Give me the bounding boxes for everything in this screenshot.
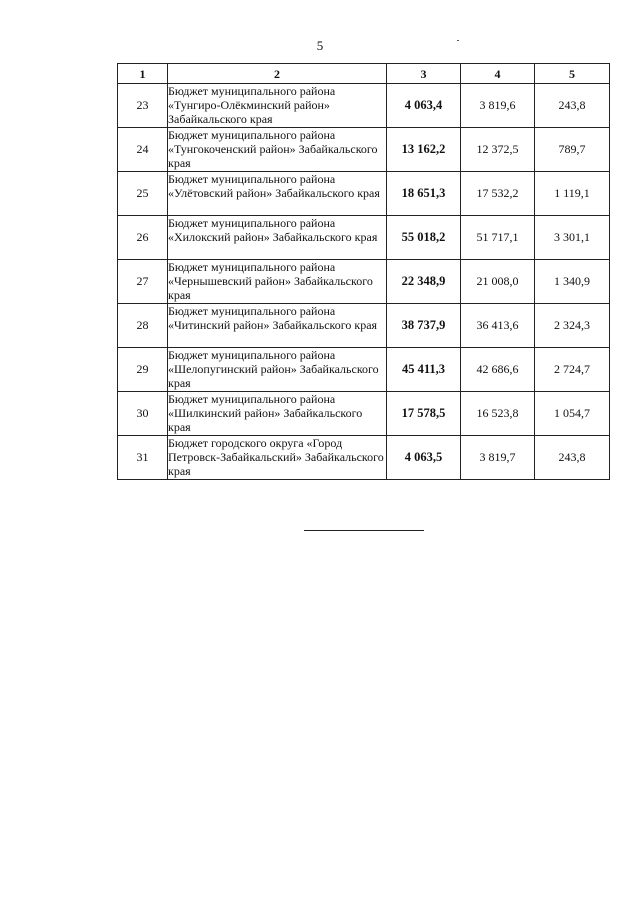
row-number: 26 [118,216,168,260]
budget-name: Бюджет муниципального района «Улётовский район» Забайкальского края [168,172,387,216]
amount-col-4: 3 819,6 [461,84,535,128]
amount-col-4: 36 413,6 [461,304,535,348]
amount-col-5: 243,8 [535,436,610,480]
amount-col-5: 1 054,7 [535,392,610,436]
table-row [118,348,610,392]
table-row [118,216,610,260]
amount-col-5: 2 724,7 [535,348,610,392]
table-row [118,84,610,128]
row-number: 30 [118,392,168,436]
page-number: 5 [316,38,324,53]
header-col-5: 5 [535,64,610,84]
row-number: 28 [118,304,168,348]
amount-col-5: 789,7 [535,128,610,172]
amount-col-4: 3 819,7 [461,436,535,480]
end-of-document-rule [304,530,424,531]
table-row [118,260,610,304]
scan-speck [457,40,459,41]
table-row [118,172,610,216]
amount-col-5: 1 119,1 [535,172,610,216]
total-amount: 13 162,2 [387,128,461,172]
row-number: 31 [118,436,168,480]
row-number: 24 [118,128,168,172]
budget-name: Бюджет муниципального района «Шилкинский район» Забайкальского края [168,392,387,436]
header-col-1: 1 [118,64,168,84]
budget-name: Бюджет муниципального района «Тунгиро-Олёкминский район» Забайкальского края [168,84,387,128]
amount-col-5: 1 340,9 [535,260,610,304]
total-amount: 38 737,9 [387,304,461,348]
total-amount: 17 578,5 [387,392,461,436]
amount-col-4: 17 532,2 [461,172,535,216]
table-row [118,392,610,436]
row-number: 25 [118,172,168,216]
table-row [118,304,610,348]
total-amount: 22 348,9 [387,260,461,304]
budget-name: Бюджет муниципального района «Чернышевский район» Забайкальского края [168,260,387,304]
amount-col-5: 243,8 [535,84,610,128]
header-col-3: 3 [387,64,461,84]
budget-name: Бюджет муниципального района «Читинский район» Забайкальского края [168,304,387,348]
budget-name: Бюджет муниципального района «Шелопугинский район» Забайкальского края [168,348,387,392]
amount-col-4: 16 523,8 [461,392,535,436]
header-col-2: 2 [168,64,387,84]
total-amount: 18 651,3 [387,172,461,216]
budget-table [117,63,610,480]
amount-col-4: 12 372,5 [461,128,535,172]
table-row [118,436,610,480]
total-amount: 55 018,2 [387,216,461,260]
table-header-row [118,64,610,84]
row-number: 23 [118,84,168,128]
amount-col-4: 51 717,1 [461,216,535,260]
row-number: 29 [118,348,168,392]
amount-col-4: 21 008,0 [461,260,535,304]
total-amount: 4 063,4 [387,84,461,128]
row-number: 27 [118,260,168,304]
budget-name: Бюджет городского округа «Город Петровск-Забайкальский» Забайкальского края [168,436,387,480]
budget-name: Бюджет муниципального района «Тунгокоченский район» Забайкальского края [168,128,387,172]
amount-col-5: 2 324,3 [535,304,610,348]
budget-name: Бюджет муниципального района «Хилокский район» Забайкальского края [168,216,387,260]
table-row [118,128,610,172]
amount-col-4: 42 686,6 [461,348,535,392]
total-amount: 4 063,5 [387,436,461,480]
header-col-4: 4 [461,64,535,84]
total-amount: 45 411,3 [387,348,461,392]
amount-col-5: 3 301,1 [535,216,610,260]
